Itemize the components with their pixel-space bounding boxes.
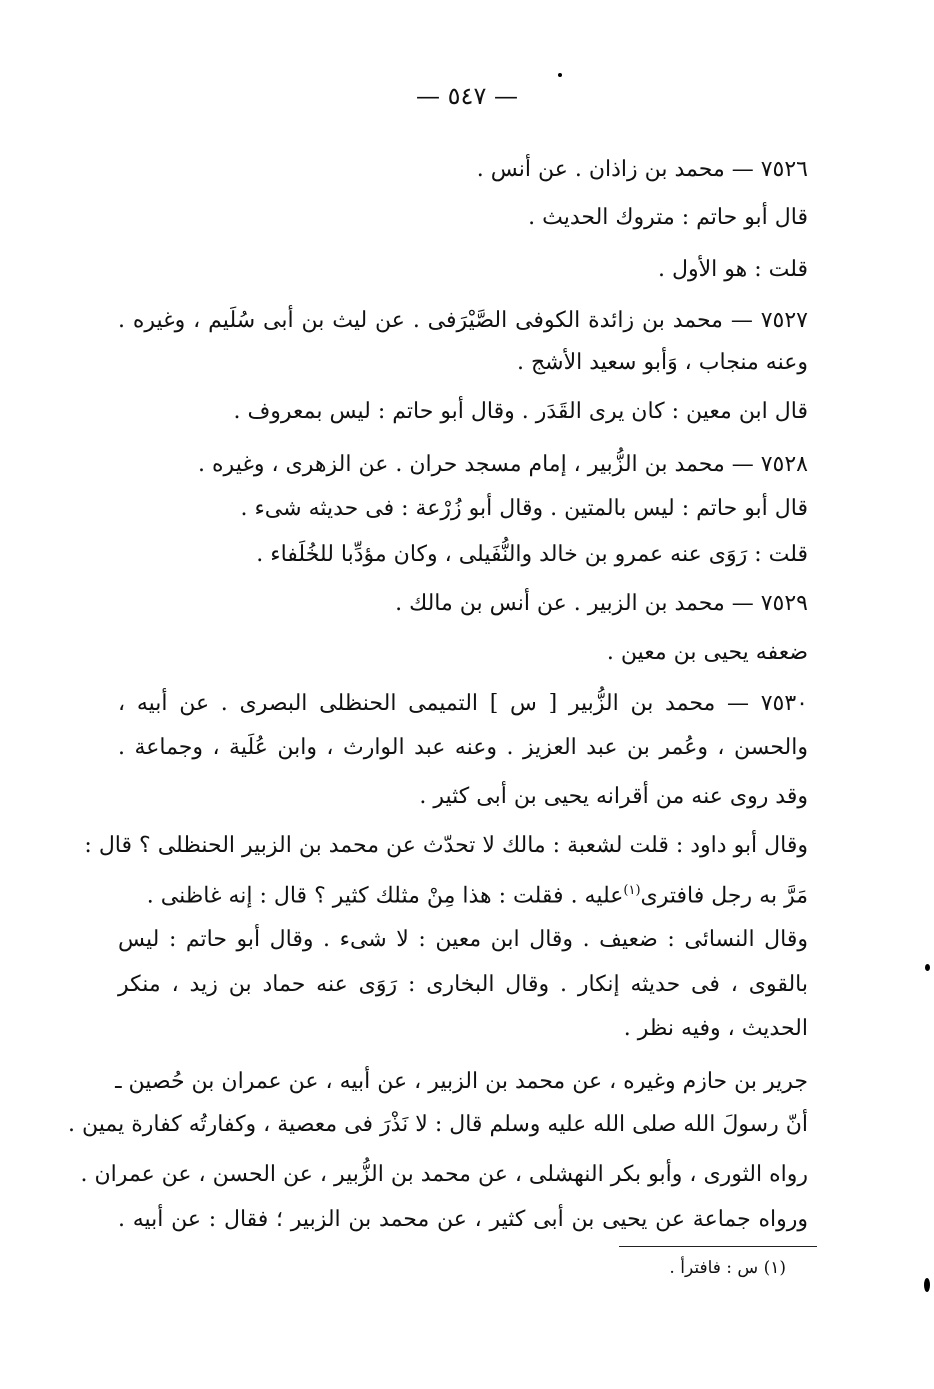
entry-7530-heading: ٧٥٣٠ — محمد بن الزُّبير [ س ] التميمى الحنظلى البصرى . عن أبيه ، — [118, 691, 808, 716]
text-line: قلت : رَوَى عنه عمرو بن خالد والنُّفَيلى ، وكان مؤدِّبا للخُلَفاء . — [256, 542, 808, 567]
footnote: (١) س : فافترأ . — [669, 1258, 786, 1278]
footnote-marker: (١) — [623, 883, 641, 898]
text-line: بالقوى ، فى حديثه إنكار . وقال البخارى : رَوَى عنه حماد بن زيد ، منكر — [118, 972, 808, 997]
text-line: وقد روى عنه من أقرانه يحيى بن أبى كثير . — [419, 784, 808, 809]
scan-speck — [558, 73, 562, 77]
text-line: ضعفه يحيى بن معين . — [606, 640, 808, 665]
entry-7529-heading: ٧٥٢٩ — محمد بن الزبير . عن أنس بن مالك . — [395, 591, 808, 616]
text-segment: مَرَّ به رجل فافترى — [640, 883, 808, 909]
text-line: ورواه جماعة عن يحيى بن أبى كثير ، عن محمد بن الزبير ؛ فقال : عن أبيه . — [118, 1207, 808, 1232]
text-line-with-footnote — [147, 876, 808, 911]
text-line: قال ابن معين : كان يرى القَدَر . وقال أبو حاتم : ليس بمعروف . — [233, 399, 808, 424]
scan-speck — [925, 964, 930, 971]
footnote-divider — [619, 1246, 817, 1247]
text-line: رواه الثورى ، وأبو بكر النهشلى ، عن محمد بن الزُّبير ، عن الحسن ، عن عمران . — [80, 1162, 808, 1187]
text-line: قال أبو حاتم : ليس بالمتين . وقال أبو زُرْعة : فى حديثه شىء . — [240, 496, 808, 521]
page-number: — ٥٤٧ — — [416, 82, 518, 110]
text-line: قال أبو حاتم : متروك الحديث . — [528, 205, 808, 230]
text-line: وقال أبو داود : قلت لشعبة : مالك لا تحدّث عن محمد بن الزبير الحنظلى ؟ قال : — [84, 833, 808, 858]
text-line: الحديث ، وفيه نظر . — [623, 1016, 808, 1041]
text-line: والحسن ، وعُمر بن عبد العزيز . وعنه عبد الوارث ، وابن عُلَية ، وجماعة . — [118, 735, 808, 760]
text-line: قلت : هو الأول . — [657, 257, 808, 282]
text-line: وقال النسائى : ضعيف . وقال ابن معين : لا شىء . وقال أبو حاتم : ليس — [118, 927, 808, 952]
text-segment: عليه . فقلت : هذا مِنْ مثلك كثير ؟ قال : إنه غاظنى . — [146, 883, 624, 909]
scan-speck — [924, 1278, 930, 1292]
entry-7527-heading: ٧٥٢٧ — محمد بن زائدة الكوفى الصَّيْرَفى . عن ليث بن أبى سُلَيم ، وغيره . — [118, 308, 808, 333]
text-line: جرير بن حازم وغيره ، عن محمد بن الزبير ، عن أبيه ، عن عمران بن حُصين ـ — [115, 1069, 808, 1094]
entry-7526-heading: ٧٥٢٦ — محمد بن زاذان . عن أنس . — [476, 157, 808, 182]
text-line: أنّ رسولَ الله صلى الله عليه وسلم قال : لا نَذْرَ فى معصية ، وكفارتُه كفارة يمين . — [68, 1112, 808, 1137]
entry-7528-heading: ٧٥٢٨ — محمد بن الزُّبير ، إمام مسجد حران . عن الزهرى ، وغيره . — [198, 452, 808, 477]
text-line: وعنه منجاب ، وَأبو سعيد الأشج . — [516, 350, 808, 375]
